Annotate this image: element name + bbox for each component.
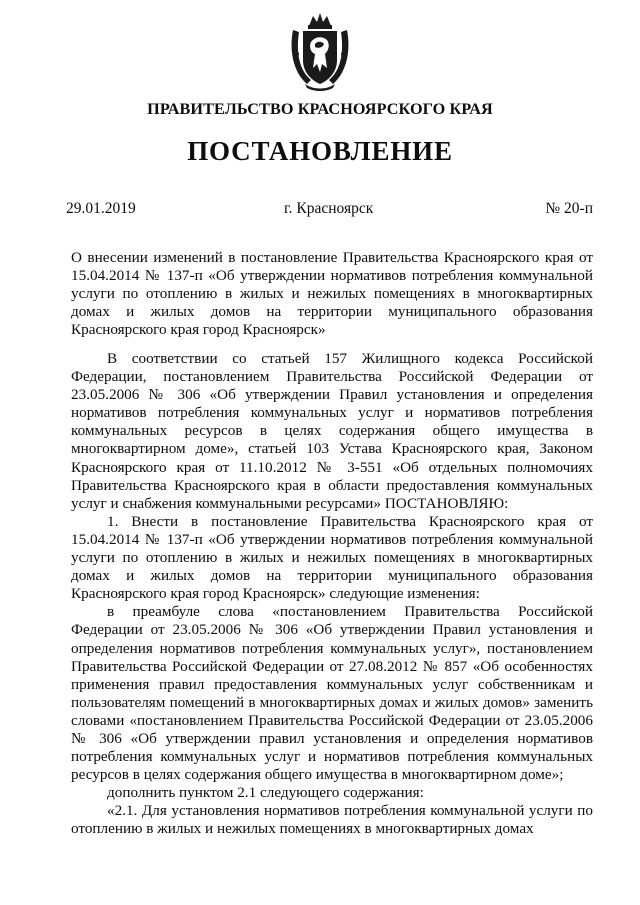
document-type-heading: ПОСТАНОВЛЕНИЕ — [187, 136, 453, 166]
body-paragraph-add-clause: дополнить пунктом 2.1 следующего содержания: — [107, 784, 424, 802]
issuing-authority: ПРАВИТЕЛЬСТВО КРАСНОЯРСКОГО КРАЯ — [147, 100, 493, 118]
document-title — [71, 249, 593, 339]
title-text: О внесении изменений в постановление Правительства Красноярского края от 15.04.2014 № 137-п «Об утверждении нормативов потребления коммунальной услуги по отоплению в жилых и нежилых помещениях в многоквартирных домах и жилых домов на территории муниципального образования Красноярского края город Красноярск» — [71, 249, 593, 339]
document-body — [71, 350, 593, 839]
document-city: г. Красноярск — [284, 200, 374, 217]
body-paragraph-item-1: 1. Внести в постановление Правительства Красноярского края от 15.04.2014 № 137-п «Об утверждении нормативов потребления коммунальной услуги по отоплению в жилых и нежилых помещениях в многоквартирных домах и жилых домов на территории муниципального образования Красноярского края город Красноярск» следующие изменения: — [71, 512, 593, 603]
document-meta-row — [66, 200, 593, 220]
document-date: 29.01.2019 — [66, 200, 136, 217]
krasnoyarsk-coat-of-arms-icon — [289, 10, 351, 92]
body-paragraph-preamble-change: в преамбуле слова «постановлением Правительства Российской Федерации от 23.05.2006 № 306 «Об утверждении Правил установления и определения нормативов потребления коммунальных услуг», постановлением Правительства Российской Федерации от 27.08.2012 № 857 «Об особенностях применения правил предоставления коммунальных услуг собственникам и пользователям помещений в многоквартирных домах и жилых домов» заменить словами «постановлением Правительства Российской Федерации от 23.05.2006 № 306 «Об утверждении правил установления и определения нормативов потребления коммунальных услуг и нормативов потребления коммунальных ресурсов в целях содержания общего имущества в многоквартирном доме»; — [71, 603, 593, 784]
body-paragraph-preamble: В соответствии со статьей 157 Жилищного кодекса Российской Федерации, постановлением Правительства Российской Федерации от 23.05.2006 № 306 «Об утверждении Правил установления и определения нормативов потребления коммунальных услуг и нормативов потребления коммунальных ресурсов в целях содержания общего имущества в многоквартирном доме», статьей 103 Устава Красноярского края, Законом Красноярского края от 11.10.2012 № 3-551 «Об отдельных полномочиях Правительства Красноярского края в области предоставления коммунальных услуг и снабжения коммунальными ресурсами» ПОСТАНОВЛЯЮ: — [71, 350, 593, 512]
body-paragraph-clause-2-1: «2.1. Для установления нормативов потребления коммунальной услуги по отоплению в жилых и нежилых помещениях в многоквартирных домах — [71, 802, 593, 838]
document-number: № 20-п — [545, 200, 593, 217]
